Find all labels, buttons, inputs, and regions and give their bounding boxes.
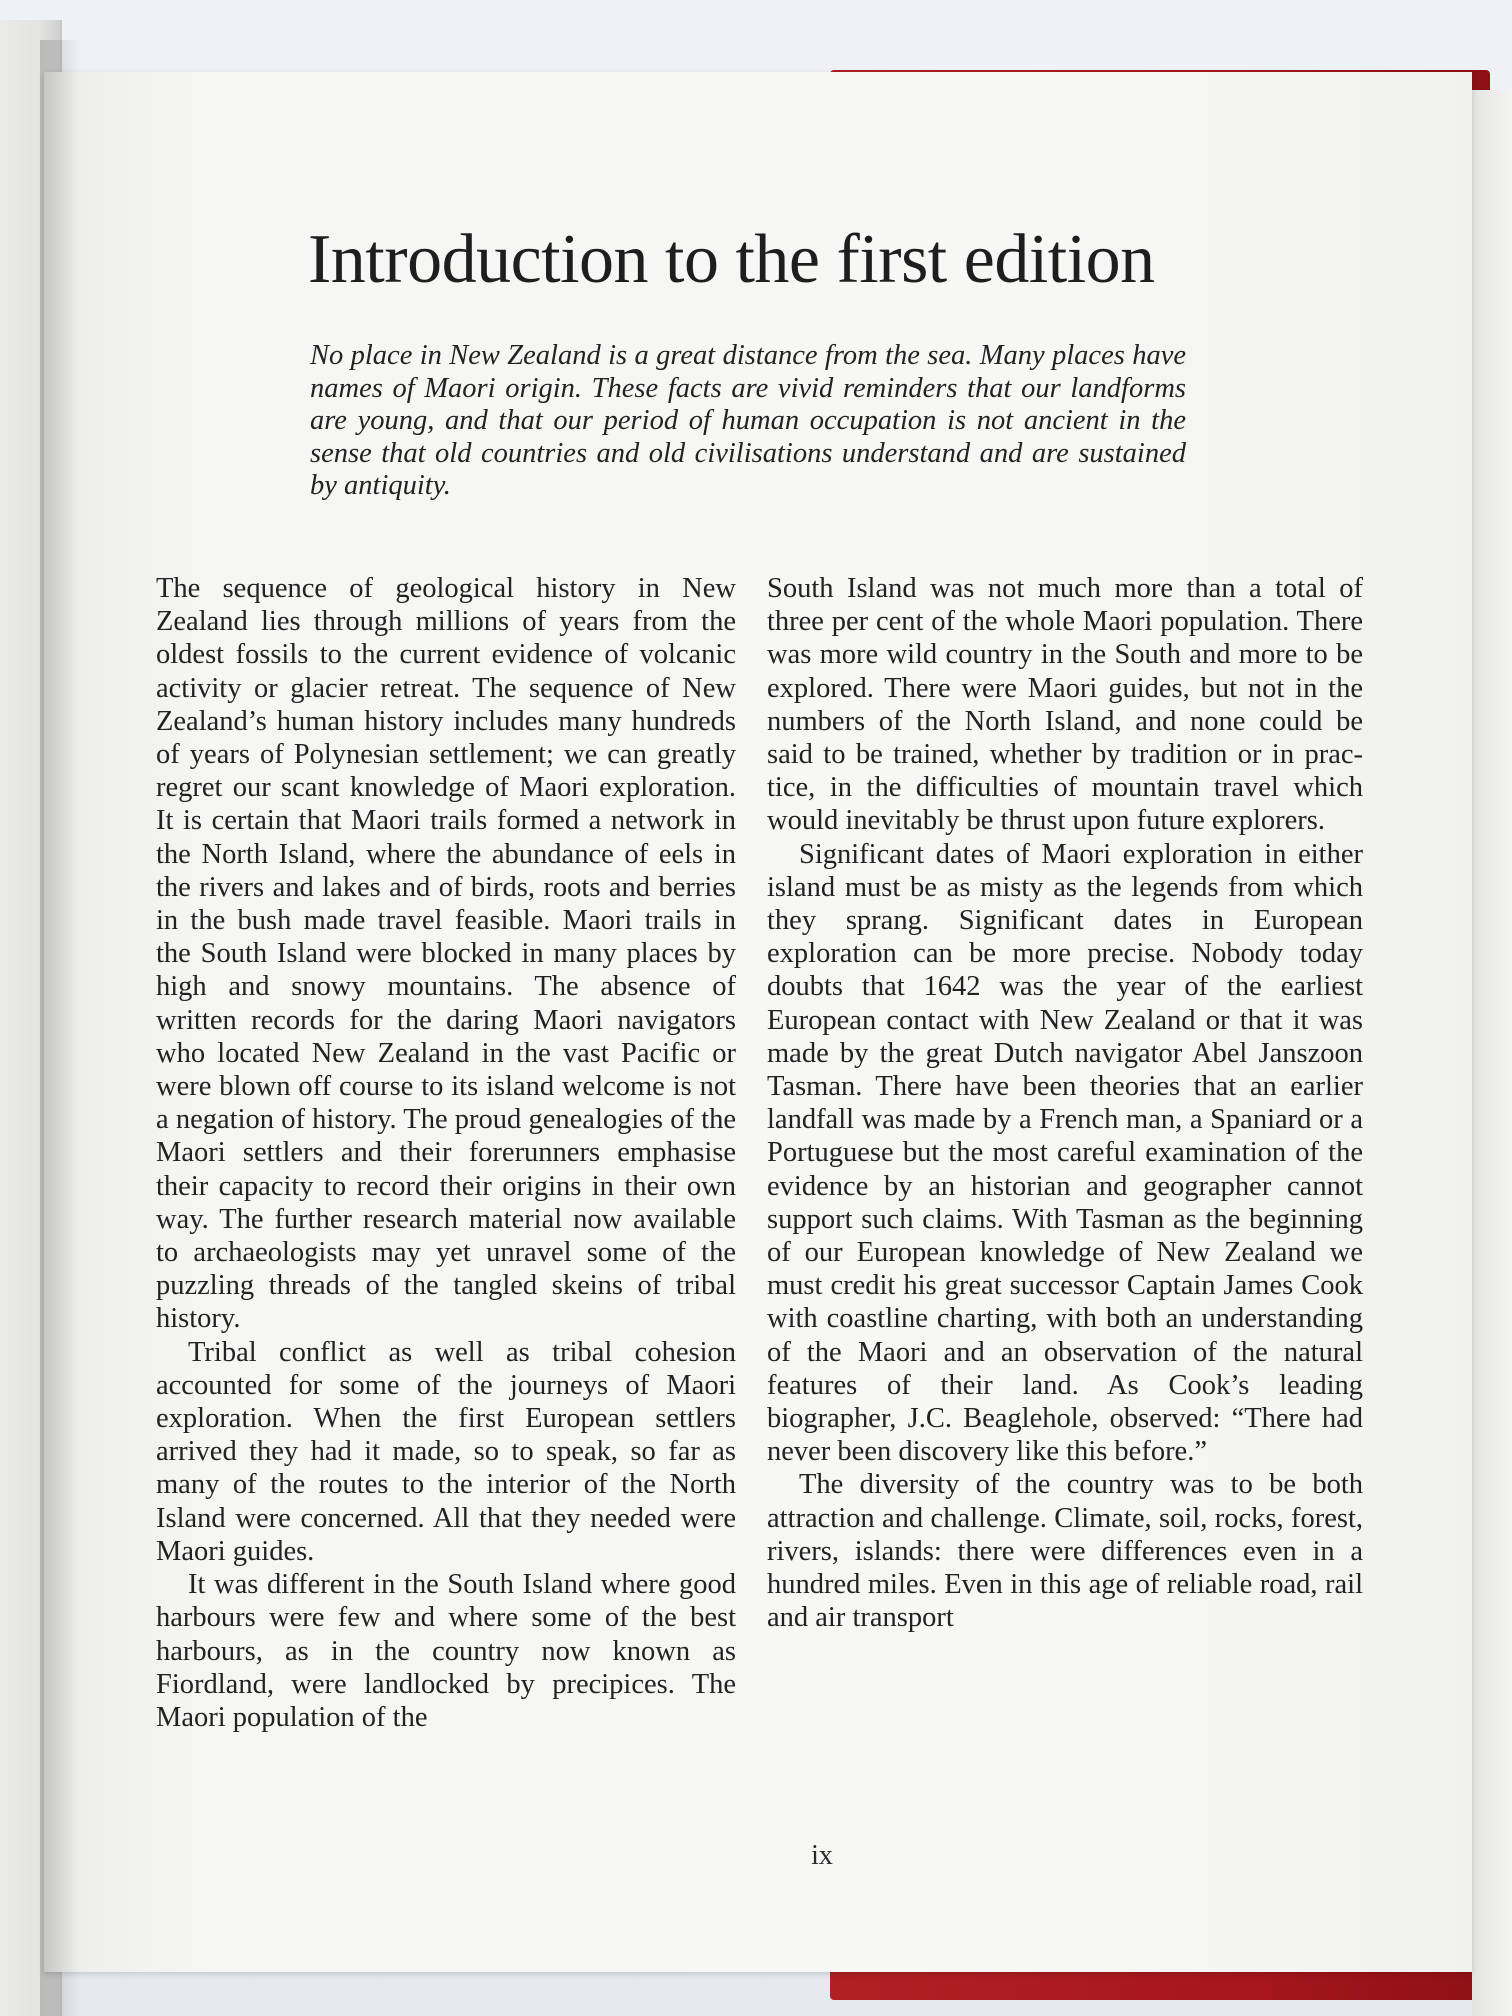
left-text-column: [156, 572, 736, 1734]
book-page: [44, 72, 1472, 1972]
left-paragraph-1: The sequence of geological history in New Zealand lies through millions of years from the oldest fossils to the current evidence of volcanic activity or glacier retreat. The sequence of New Zealand’s human history includes many hundreds of years of Polynesian settlement; we can greatly regret our scant knowledge of Maori exploration. It is certain that Maori trails formed a network in the North Island, where the abundance of eels in the rivers and lakes and of birds, roots and berries in the bush made travel feasible. Maori trails in the South Island were blocked in many places by high and snowy mountains. The absence of written records for the daring Maori navigators who located New Zealand in the vast Pacific or were blown off course to its island welcome is not a negation of history. The proud genealogies of the Maori settlers and their forerunners emphasise their capacity to record their origins in their own way. The further research material now available to archaeologists may yet unravel some of the puzzling threads of the tangled skeins of tribal history.: [156, 573, 736, 1335]
right-text-column: [767, 572, 1363, 1635]
left-paragraph-2: Tribal conflict as well as tribal cohesion accounted for some of the journeys of Maori exploration. When the first European settlers arrived they had it made, so to speak, so far as many of the routes to the interior of the North Island were concerned. All that they needed were Maori guides.: [156, 1336, 736, 1567]
page-number: ix: [811, 1840, 833, 1871]
intro-paragraph: No place in New Zealand is a great distance from the sea. Many places have names of Maori origin. These facts are vivid reminders that our landforms are young, and that our period of human occupation is not ancient in the sense that old countries and old civilisations understand and are sustained by antiquity.: [310, 340, 1186, 501]
page-title: Introduction to the first edition: [308, 221, 1155, 298]
left-paragraph-3: It was different in the South Island where good harbours were few and where some of the best harbours, as in the country now known as Fiordland, were landlocked by precipices. The Maori population of the: [156, 1569, 736, 1733]
right-paragraph-2: Significant dates of Maori exploration in either island must be as misty as the legends from which they sprang. Significant dates in European exploration can be more precise. Nobody today doubts that 1642 was the year of the earliest European contact with New Zealand or that it was made by the great Dutch navigator Abel Janszoon Tasman. There have been theories that an earlier landfall was made by a French man, a Spaniard or a Portuguese but the most careful examination of the evidence by an historian and geographer cannot support such claims. With Tasman as the beginning of our European knowledge of New Zealand we must credit his great successor Captain James Cook with coastline charting, with both an understanding of the Maori and an observation of the natural features of their land. As Cook’s leading biographer, J.C. Beaglehole, observed: “There had never been discovery like this before.”: [767, 838, 1363, 1468]
right-paragraph-3: The diversity of the country was to be both attraction and challenge. Climate, soil, rocks, forest, rivers, islands: there were differences even in a hundred miles. Even in this age of reliable road, rail and air transport: [767, 1469, 1363, 1634]
right-paragraph-1: South Island was not much more than a total of three per cent of the whole Maori population. There was more wild country in the South and more to be explored. There were Maori guides, but not in the numbers of the North Island, and none could be said to be trained, whether by tradition or in practice, in the difficulties of mountain travel which would inevitably be thrust upon future explorers.: [767, 573, 1363, 837]
cover-edge: [1472, 90, 1512, 2016]
spine-shadow: [40, 40, 80, 2016]
